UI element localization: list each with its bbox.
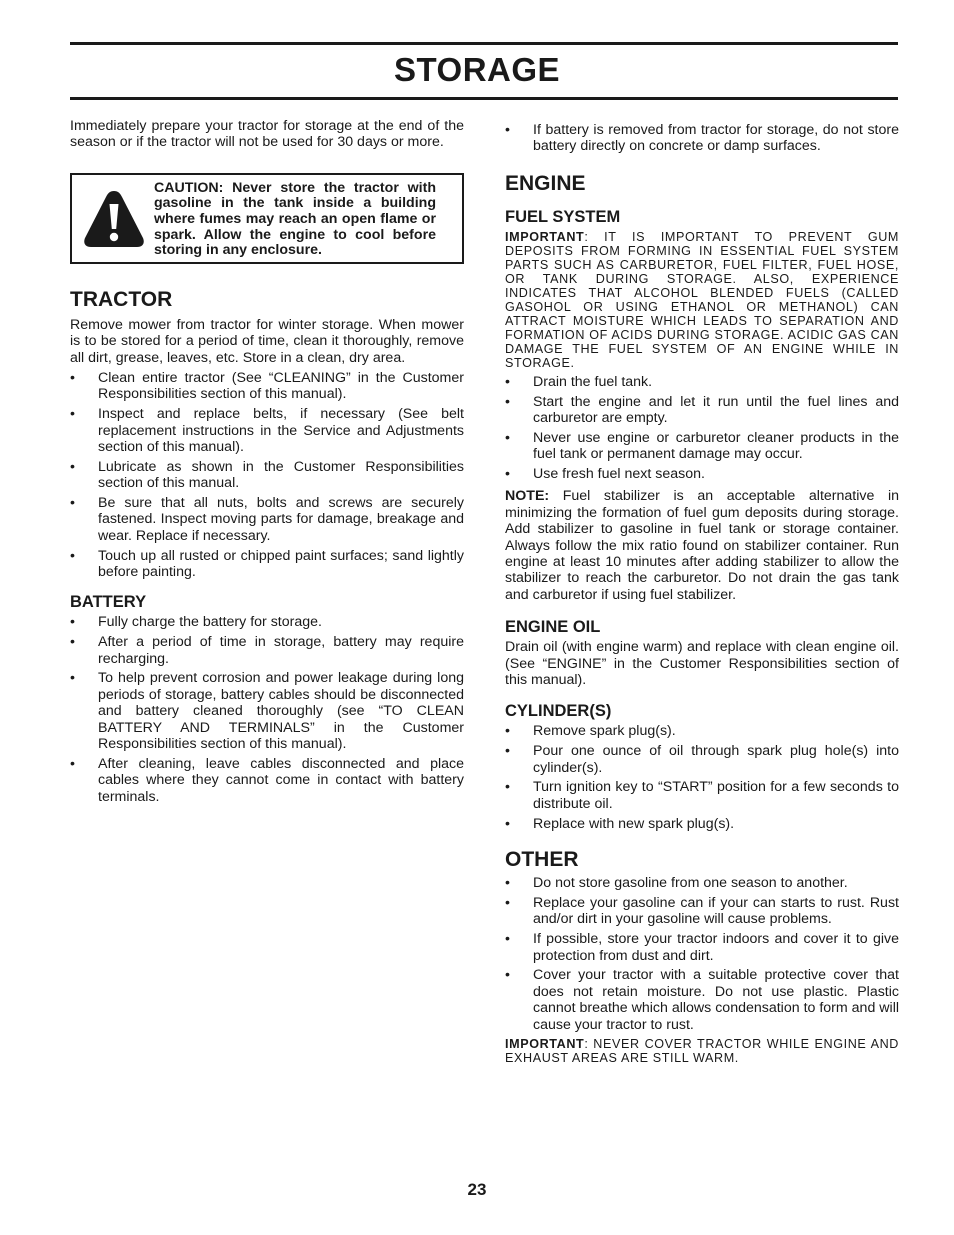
list-item: • Be sure that all nuts, bolts and screws are securely fastened. Inspect moving parts for damage, breakage and wear. Replace if necessary. (70, 495, 464, 544)
list-item: • Replace your gasoline can if your can starts to rust. Rust and/or dirt in your gasoline will cause problems. (505, 895, 899, 928)
caution-box (70, 173, 464, 264)
list-item: • Never use engine or carburetor cleaner products in the fuel tank or permanent damage may occur. (505, 430, 899, 463)
list-item: • Inspect and replace belts, if necessary (See belt replacement instructions in the Service and Adjustments section of this manual). (70, 406, 464, 455)
list-item: • Start the engine and let it run until the fuel lines and carburetor are empty. (505, 394, 899, 427)
battery-list-continued (505, 122, 899, 155)
battery-list (70, 614, 464, 805)
page-title: STORAGE (393, 51, 561, 88)
list-item: • After cleaning, leave cables disconnected and place cables where they cannot come in contact with battery terminals. (70, 756, 464, 805)
engine-oil-text: Drain oil (with engine warm) and replace with clean engine oil. (See “ENGINE” in the Customer Responsibilities section of this manual). (505, 639, 899, 689)
list-item: • Touch up all rusted or chipped paint surfaces; sand lightly before painting. (70, 548, 464, 581)
list-item: • Clean entire tractor (See “CLEANING” in the Customer Responsibilities section of this manual). (70, 370, 464, 403)
other-important-paragraph (505, 1037, 899, 1065)
note-label: NOTE: (505, 488, 550, 505)
list-item: • Lubricate as shown in the Customer Responsibilities section of this manual. (70, 459, 464, 492)
list-item: • If possible, store your tractor indoors and cover it to give protection from dust and dirt. (505, 931, 899, 964)
list-item: • After a period of time in storage, battery may require recharging. (70, 634, 464, 667)
fuel-note-paragraph (505, 488, 899, 603)
warning-exclamation-icon (82, 188, 146, 250)
fuel-system-heading: FUEL SYSTEM (505, 207, 621, 226)
note-text: Fuel stabilizer is an acceptable alternative in minimizing the formation of fuel gum deposits during storage. Add stabilizer to gasoline in fuel tank or storage container. Always follow the mix ratio found on stabilizer container. Run engine at least 10 minutes after adding stabilizer to allow the stabilizer to reach the carburetor. Do not drain the gas tank and carburetor if using fuel stabilizer. (505, 488, 899, 603)
fuel-important-paragraph (505, 230, 899, 370)
page-number: 23 (467, 1180, 487, 1199)
list-item: • Turn ignition key to “START” position for a few seconds to distribute oil. (505, 779, 899, 812)
list-item: • Drain the fuel tank. (505, 374, 899, 390)
other-heading: OTHER (505, 848, 579, 872)
list-item: • Use fresh fuel next season. (505, 466, 899, 482)
battery-heading: BATTERY (70, 593, 147, 612)
cylinders-heading: CYLINDER(S) (505, 702, 612, 721)
important-text: : IT IS IMPORTANT TO PREVENT GUM DEPOSITS FROM FORMING IN ESSENTIAL FUEL SYSTEM PARTS SUCH AS CARBURETOR, FUEL FILTER, FUEL HOSE, OR TANK DURING STORAGE. ALSO, EXPERIENCE INDICATES THAT ALCOHOL BLENDED FUELS (CALLED GASOHOL OR USING ETHANOL OR METHANOL) CAN ATTRACT MOISTURE WHICH LEADS TO SEPARATION AND FORMATION OF ACIDS DURING STORAGE. ACIDIC GAS CAN DAMAGE THE FUEL SYSTEM OF AN ENGINE WHILE IN STORAGE. (505, 229, 899, 370)
title-bottom-rule (70, 97, 898, 100)
tractor-intro: Remove mower from tractor for winter storage. When mower is to be stored for a period of time, clean it thoroughly, remove all dirt, grease, leaves, etc. Store in a clean, dry area. (70, 316, 464, 366)
list-item: • Cover your tractor with a suitable protective cover that does not retain moisture. Do not use plastic. Plastic cannot breathe which allows condensation to form and will cause your tractor to rust. (505, 967, 899, 1033)
list-item: • Remove spark plug(s). (505, 723, 899, 739)
important-label: IMPORTANT (505, 1036, 585, 1051)
tractor-list (70, 370, 464, 580)
list-item: • Pour one ounce of oil through spark plug hole(s) into cylinder(s). (505, 743, 899, 776)
important-text: : NEVER COVER TRACTOR WHILE ENGINE AND EXHAUST AREAS ARE STILL WARM. (505, 1036, 899, 1065)
important-label: IMPORTANT (505, 229, 585, 244)
engine-oil-heading: ENGINE OIL (505, 618, 601, 637)
title-top-rule (70, 42, 898, 45)
right-column (505, 118, 899, 1065)
fuel-system-list (505, 374, 899, 483)
engine-heading: ENGINE (505, 171, 586, 195)
list-item: • If battery is removed from tractor for storage, do not store battery directly on concrete or damp surfaces. (505, 122, 899, 155)
list-item: • To help prevent corrosion and power leakage during long periods of storage, battery cables should be disconnected and battery cleaned thoroughly (see “TO CLEAN BATTERY AND TERMINALS” in the Customer Responsibilities section of this manual). (70, 670, 464, 752)
list-item: • Replace with new spark plug(s). (505, 816, 899, 832)
tractor-heading: TRACTOR (70, 287, 173, 311)
caution-text: CAUTION: Never store the tractor with gasoline in the tank inside a building where fumes may reach an open flame or spark. Allow the engine to cool before storing in any enclosure. (154, 179, 436, 259)
cylinders-list (505, 723, 899, 832)
list-item: • Do not store gasoline from one season to another. (505, 875, 899, 891)
other-list (505, 875, 899, 1033)
list-item: • Fully charge the battery for storage. (70, 614, 464, 630)
left-column (70, 118, 464, 809)
intro-paragraph: Immediately prepare your tractor for storage at the end of the season or if the tractor will not be used for 30 days or more. (70, 118, 464, 151)
